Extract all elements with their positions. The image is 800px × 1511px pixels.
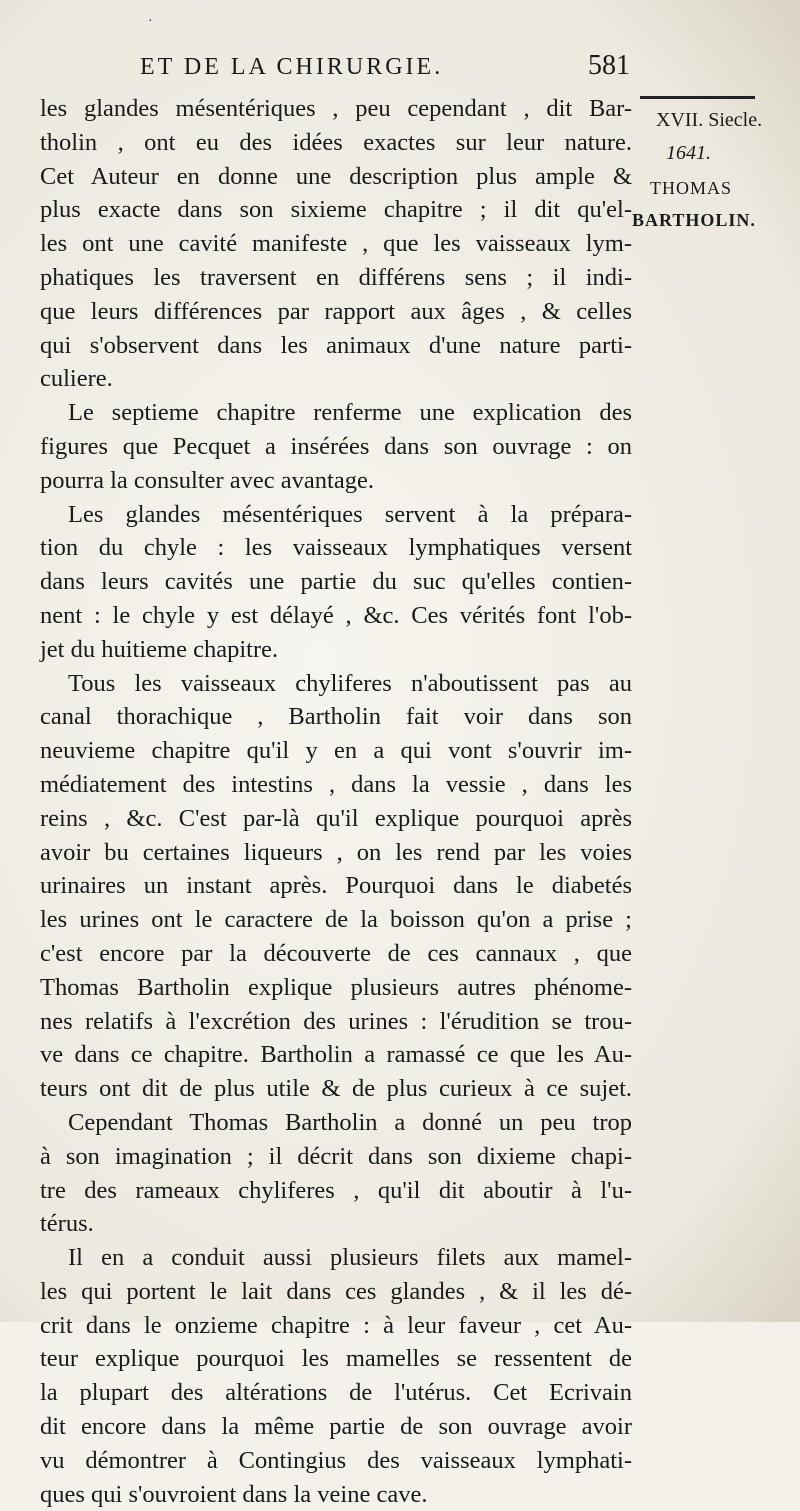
text-line: à son imagination ; il décrit dans son dixieme chapi- bbox=[40, 1142, 632, 1170]
text-line: teur explique pourquoi les mamelles se ressentent de bbox=[40, 1345, 632, 1373]
text-line: vu démontrer à Contingius des vaisseaux lymphati- bbox=[40, 1446, 632, 1474]
text-line: nent : le chyle y est délayé , &c. Ces vérités font l'ob- bbox=[40, 601, 632, 629]
text-line: Thomas Bartholin explique plusieurs autres phénome- bbox=[40, 973, 632, 1001]
text-line: figures que Pecquet a insérées dans son ouvrage : on bbox=[40, 432, 632, 460]
margin-name-last: BARTHOLIN. bbox=[632, 210, 756, 230]
margin-year: 1641. bbox=[666, 142, 711, 164]
margin-rule bbox=[640, 96, 755, 99]
text-line: dit encore dans la même partie de son ouvrage avoir bbox=[40, 1413, 632, 1441]
text-line: ve dans ce chapitre. Bartholin a ramassé ce que les Au- bbox=[40, 1041, 632, 1069]
text-line: nes relatifs à l'excrétion des urines : l'érudition se trou- bbox=[40, 1007, 632, 1035]
body-text bbox=[40, 92, 632, 1511]
text-line: Le septieme chapitre renferme une explication des bbox=[68, 399, 632, 427]
margin-era: XVII. Siecle. bbox=[656, 109, 763, 131]
text-line: avoir bu certaines liqueurs , on les rend par les voies bbox=[40, 838, 632, 866]
text-line: Cet Auteur en donne une description plus ample & bbox=[40, 162, 632, 190]
text-line: dans leurs cavités une partie du suc qu'elles contien- bbox=[40, 568, 632, 596]
text-line: les qui portent le lait dans ces glandes , & il les dé- bbox=[40, 1277, 632, 1305]
text-line: médiatement des intestins , dans la vessie , dans les bbox=[40, 770, 632, 798]
text-line: les urines ont le caractere de la boisson qu'on a prise ; bbox=[40, 906, 632, 934]
text-line: crit dans le onzieme chapitre : à leur faveur , cet Au- bbox=[40, 1311, 632, 1339]
text-line: pourra la consulter avec avantage. bbox=[40, 466, 374, 494]
text-line: teurs ont dit de plus utile & de plus curieux à ce sujet. bbox=[40, 1075, 632, 1103]
running-head: ET DE LA CHIRURGIE. bbox=[140, 54, 444, 80]
text-line: Cependant Thomas Bartholin a donné un peu trop bbox=[68, 1108, 632, 1136]
text-line: Les glandes mésentériques servent à la prépara- bbox=[68, 500, 632, 528]
text-line: plus exacte dans son sixieme chapitre ; il dit qu'el- bbox=[40, 196, 632, 224]
page-speck: · bbox=[148, 14, 153, 29]
text-line: la plupart des altérations de l'utérus. Cet Ecrivain bbox=[40, 1379, 632, 1407]
margin-name-first: THOMAS bbox=[650, 178, 733, 198]
text-line: culiere. bbox=[40, 365, 113, 393]
text-line: Tous les vaisseaux chyliferes n'aboutissent pas au bbox=[68, 669, 632, 697]
page-number: 581 bbox=[588, 50, 630, 81]
text-line: tholin , ont eu des idées exactes sur leur nature. bbox=[40, 128, 632, 156]
text-line: canal thorachique , Bartholin fait voir dans son bbox=[40, 703, 632, 731]
text-line: reins , &c. C'est par-là qu'il explique pourquoi après bbox=[40, 804, 632, 832]
text-line: tion du chyle : les vaisseaux lymphatiques versent bbox=[40, 534, 632, 562]
text-line: c'est encore par la découverte de ces cannaux , que bbox=[40, 939, 632, 967]
text-line: térus. bbox=[40, 1210, 94, 1238]
text-line: jet du huitieme chapitre. bbox=[40, 635, 279, 663]
page-header bbox=[40, 50, 630, 90]
text-line: ques qui s'ouvroient dans la veine cave. bbox=[40, 1480, 428, 1508]
text-line: Il en a conduit aussi plusieurs filets aux mamel- bbox=[68, 1244, 632, 1272]
text-line: phatiques les traversent en différens sens ; il indi- bbox=[40, 263, 632, 291]
text-line: que leurs différences par rapport aux âges , & celles bbox=[40, 297, 632, 325]
text-line: neuvieme chapitre qu'il y en a qui vont s'ouvrir im- bbox=[40, 737, 632, 765]
text-line: urinaires un instant après. Pourquoi dans le diabetés bbox=[40, 872, 632, 900]
text-line: les glandes mésentériques , peu cependant , dit Bar- bbox=[40, 95, 632, 122]
text-line: les ont une cavité manifeste , que les vaisseaux lym- bbox=[40, 230, 632, 258]
text-line: tre des rameaux chyliferes , qu'il dit aboutir à l'u- bbox=[40, 1176, 632, 1204]
text-line: qui s'observent dans les animaux d'une nature parti- bbox=[40, 331, 632, 359]
